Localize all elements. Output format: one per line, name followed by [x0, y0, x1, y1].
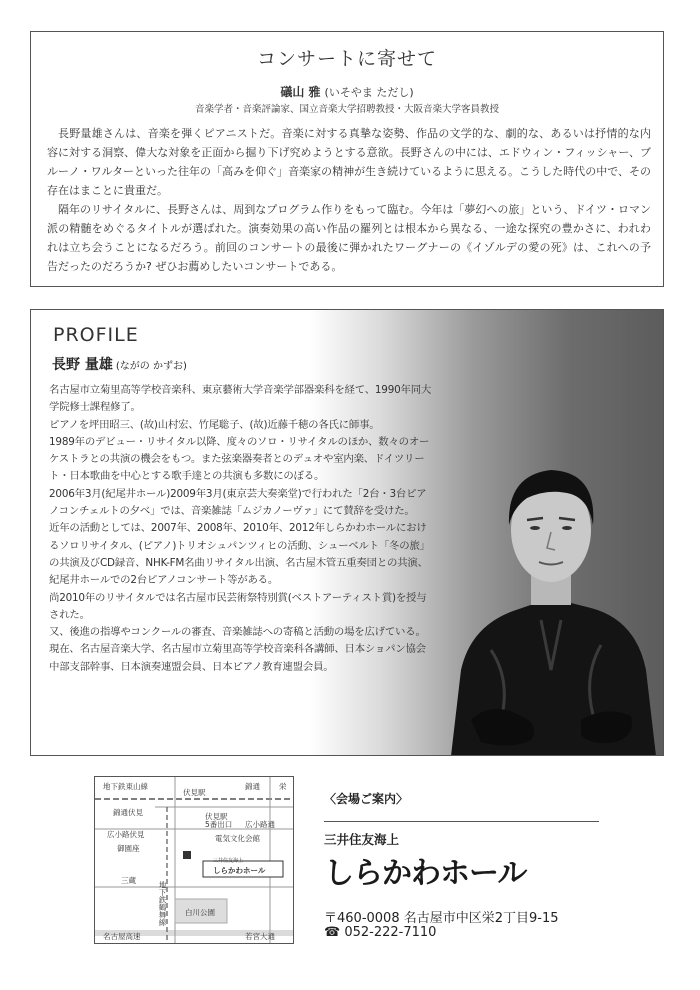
access-map	[94, 776, 294, 944]
map-label-hall: しらかわホール	[213, 866, 266, 875]
map-label-misonoza: 御園座	[117, 844, 140, 853]
venue-divider	[324, 821, 599, 822]
author-kana: (いそやま ただし)	[324, 86, 414, 99]
essay-author	[31, 83, 663, 100]
map-label-subway-tsurumai: 地下鉄鶴舞線	[158, 881, 167, 926]
map-roads	[95, 777, 293, 943]
map-label-fushimi-exit: 伏見駅 5番出口	[205, 812, 233, 829]
venue-heading: 〈会場ご案内〉	[324, 792, 409, 806]
author-name: 礒山 雅	[280, 85, 321, 99]
map-label-expressway: 名古屋高速	[103, 932, 141, 941]
profile-paragraph: 名古屋市立菊里高等学校音楽科、東京藝術大学音楽学部器楽科を経て、1990年同大学院修士課程修了。	[49, 384, 432, 414]
essay-paragraph: 隔年のリサイタルに、長野さんは、周到なプログラム作りをもって臨む。今年は「夢幻への旅」という、ドイツ・ロマン派の精髄をめぐるタイトルが選ばれた。演奏効果の高い作品の羅列とは根本から異なる、一途な探究の豊かさに、われわれは立ち会うことになるだろう。前回のコンサートの最後に弾かれたワーグナーの《イゾルデの愛の死》は、これへの予告だったのだろうか? ぜひお薦めしたいコンサートである。	[47, 203, 651, 273]
venue-hall-logo: しらかわホール	[324, 856, 527, 891]
profile-paragraph: ピアノを坪田昭三、(故)山村宏、竹尾聡子、(故)近藤千穂の各氏に師事。	[49, 418, 380, 431]
map-label-sponsor: 三井住友海上	[213, 858, 244, 864]
venue-tel-number: 052-222-7110	[344, 925, 437, 940]
venue-info	[324, 790, 684, 940]
map-label-subway-higashiyama: 地下鉄東山線	[103, 782, 148, 791]
venue-phone	[324, 925, 436, 940]
map-label-nishiki-fushimi: 錦通伏見	[113, 808, 143, 817]
map-label-nishiki-street: 錦通	[245, 782, 260, 791]
profile-body	[49, 382, 435, 676]
profile-box	[30, 309, 664, 756]
essay-body	[47, 124, 651, 276]
venue-sponsor: 三井住友海上	[324, 832, 400, 847]
profile-heading: PROFILE	[53, 324, 139, 346]
pianist-name: 長野 量雄	[52, 357, 113, 373]
pianist-kana: (ながの かずお)	[115, 361, 187, 372]
map-label-wakamiya-street: 若宮大通	[245, 932, 275, 941]
venue-address: 〒460-0008 名古屋市中区栄2丁目9-15	[324, 911, 559, 926]
essay-title: コンサートに寄せて	[256, 48, 437, 70]
map-label-electric-museum: 電気文化会館	[215, 834, 260, 843]
essay-box	[30, 31, 664, 287]
profile-paragraph: 尚2010年のリサイタルでは名古屋市民芸術祭特別賞(ベストアーティスト賞)を授与された。	[49, 591, 427, 621]
phone-icon: ☎	[324, 925, 341, 940]
profile-paragraph: 又、後進の指導やコンクールの審査、音楽雑誌への寄稿と活動の場を広げている。	[49, 626, 426, 639]
profile-name	[52, 354, 187, 374]
map-label-shirakawa-park: 白川公園	[185, 908, 215, 917]
map-label-misono-street: 三蔵	[121, 876, 136, 885]
map-label-sakae: 栄	[279, 782, 287, 791]
author-credentials: 音楽学者・音楽評論家、国立音楽大学招聘教授・大阪音楽大学客員教授	[194, 104, 499, 115]
profile-paragraph: 現在、名古屋音楽大学、名古屋市立菊里高等学校音楽科各講師、日本ショパン協会中部支部幹事、日本演奏連盟会員、日本ピアノ教育連盟会員。	[49, 643, 426, 673]
profile-paragraph: 近年の活動としては、2007年、2008年、2010年、2012年しらかわホールにおけるソロリサイタル、(ピアノ)トリオシュパンツィヒの活動、シューベルト「冬の旅」の共演及びCD録音、NHK-FM名曲リサイタル出演、名古屋木管五重奏団との共演、紀尾井ホールでの2台ピアノコンサート等がある。	[49, 522, 430, 587]
map-label-hirokoji-street: 広小路通	[245, 820, 275, 829]
pianist-photo	[431, 420, 663, 756]
profile-paragraph: 1989年のデビュー・リサイタル以降、度々のソロ・リサイタルのほか、数々のオーケストラとの共演の機会をもつ。また弦楽器奏者とのデュオや室内楽、ドイツリート・日本歌曲を中心とする歌手達との共演も多数にのぼる。	[49, 435, 430, 483]
essay-paragraph: 長野量雄さんは、音楽を弾くピアニストだ。音楽に対する真摯な姿勢、作品の文学的な、劇的な、あるいは抒情的な内容に対する洞察、偉大な対象を正面から掘り下げ究めようとする意欲。長野さんの中には、エドウィン・フィッシャー、ブルーノ・ワルターといった往年の「高みを仰ぐ」音楽家の精神が生き続けているように思える。こうした時代の中で、その存在はまことに貴重だ。	[47, 127, 651, 197]
map-label-hirokoji-fushimi: 広小路伏見	[107, 830, 145, 839]
map-label-fushimi-station: 伏見駅	[183, 788, 206, 797]
profile-paragraph: 2006年3月(紀尾井ホール)2009年3月(東京芸大奏楽堂)で行われた「2台・3台ピアノコンチェルトの夕べ」では、音楽雑誌「ムジカノーヴァ」にて賛辞を受けた。	[49, 487, 427, 518]
